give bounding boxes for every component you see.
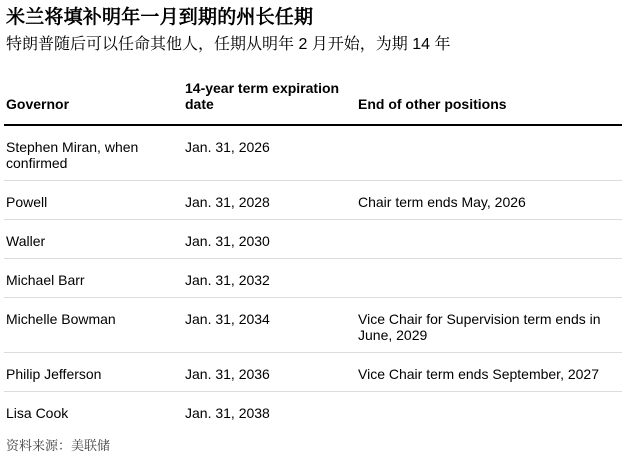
table-row bbox=[4, 298, 622, 353]
table-row bbox=[4, 392, 622, 431]
other-positions-cell bbox=[356, 220, 622, 259]
column-header-governor: Governor bbox=[4, 55, 183, 125]
table-header-row bbox=[4, 55, 622, 125]
expiration-date-cell: Jan. 31, 2036 bbox=[183, 353, 356, 392]
governor-cell: Michelle Bowman bbox=[4, 298, 183, 353]
governor-cell: Waller bbox=[4, 220, 183, 259]
other-positions-cell bbox=[356, 259, 622, 298]
table-row bbox=[4, 259, 622, 298]
other-positions-cell: Vice Chair for Supervision term ends in June, 2029 bbox=[356, 298, 622, 353]
other-positions-cell: Chair term ends May, 2026 bbox=[356, 181, 622, 220]
governor-cell: Powell bbox=[4, 181, 183, 220]
other-positions-cell bbox=[356, 392, 622, 431]
expiration-date-cell: Jan. 31, 2038 bbox=[183, 392, 356, 431]
governor-cell: Stephen Miran, when confirmed bbox=[6, 139, 139, 171]
governors-table bbox=[4, 55, 622, 430]
page-subtitle: 特朗普随后可以任命其他人，任期从明年 2 月开始，为期 14 年 bbox=[6, 36, 451, 53]
table-header bbox=[4, 55, 622, 125]
expiration-date-cell: Jan. 31, 2034 bbox=[183, 298, 356, 353]
governor-cell: Philip Jefferson bbox=[4, 353, 183, 392]
expiration-date-cell: Jan. 31, 2030 bbox=[183, 220, 356, 259]
other-positions-cell bbox=[356, 125, 622, 181]
column-header-other-positions: End of other positions bbox=[356, 55, 622, 125]
governor-cell: Michael Barr bbox=[4, 259, 183, 298]
expiration-date-cell: Jan. 31, 2028 bbox=[183, 181, 356, 220]
expiration-date-cell: Jan. 31, 2026 bbox=[185, 139, 270, 155]
table-row bbox=[4, 220, 622, 259]
page-title: 米兰将填补明年一月到期的州长任期 bbox=[6, 7, 314, 28]
table-row bbox=[4, 353, 622, 392]
governor-cell: Lisa Cook bbox=[4, 392, 183, 431]
table-body bbox=[4, 125, 622, 430]
table-row bbox=[4, 125, 622, 181]
expiration-date-cell: Jan. 31, 2032 bbox=[183, 259, 356, 298]
column-header-expiration-date: 14-year term expiration date bbox=[183, 55, 356, 125]
other-positions-cell: Vice Chair term ends September, 2027 bbox=[356, 353, 622, 392]
source-note: 资料来源：美联储 bbox=[6, 438, 111, 453]
table-row bbox=[4, 181, 622, 220]
